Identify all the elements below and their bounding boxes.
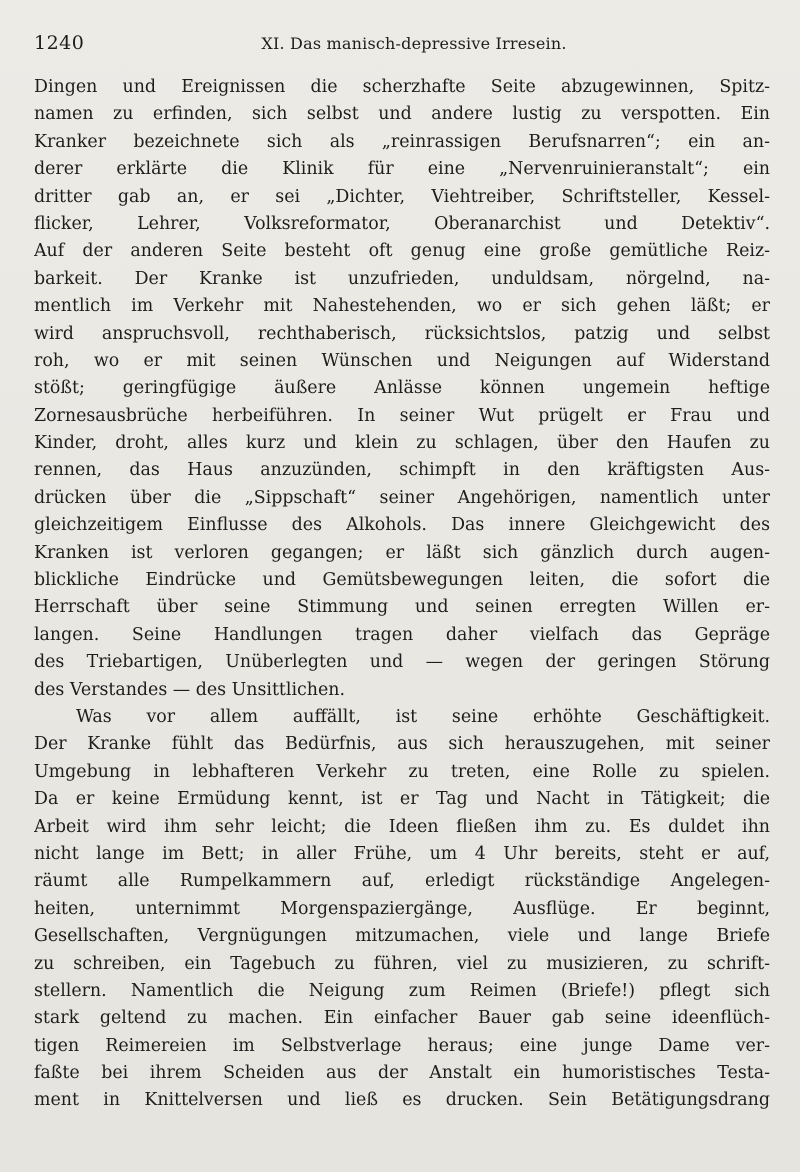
text-line: Der Kranke fühlt das Bedürfnis, aus sich herauszugehen, mit seiner: [34, 734, 770, 755]
text-line: mentlich im Verkehr mit Nahestehenden, wo er sich gehen läßt; er: [34, 296, 770, 317]
text-line: des Verstandes — des Unsittlichen.: [34, 679, 346, 700]
text-line: Arbeit wird ihm sehr leicht; die Ideen fließen ihm zu. Es duldet ihn: [34, 816, 770, 837]
text-line: Umgebung in lebhafteren Verkehr zu treten, eine Rolle zu spielen.: [34, 761, 770, 782]
text-line: langen. Seine Handlungen tragen daher vielfach das Gepräge: [34, 624, 770, 645]
text-line: Zornesausbrüche herbeiführen. In seiner Wut prügelt er Frau und: [34, 405, 770, 426]
text-line: stößt; geringfügige äußere Anlässe können ungemein heftige: [34, 378, 770, 399]
text-line: dritter gab an, er sei „Dichter, Viehtreiber, Schriftsteller, Kessel-: [34, 186, 770, 207]
page-number: 1240: [34, 32, 85, 54]
text-line: rennen, das Haus anzuzünden, schimpft in den kräftigsten Aus-: [34, 460, 770, 481]
text-line: Kinder, droht, alles kurz und klein zu schlagen, über den Haufen zu: [34, 433, 770, 454]
text-line: stellern. Namentlich die Neigung zum Reimen (Briefe!) pflegt sich: [34, 980, 770, 1001]
text-line: flicker, Lehrer, Volksreformator, Oberanarchist und Detektiv“.: [34, 213, 770, 234]
text-line: ment in Knittelversen und ließ es drucken. Sein Betätigungsdrang: [34, 1090, 770, 1111]
text-line: drücken über die „Sippschaft“ seiner Angehörigen, namentlich unter: [34, 487, 770, 508]
text-line: wird anspruchsvoll, rechthaberisch, rücksichtslos, patzig und selbst: [34, 323, 770, 344]
text-line: Kranken ist verloren gegangen; er läßt sich gänzlich durch augen-: [34, 542, 770, 563]
text-line: Da er keine Ermüdung kennt, ist er Tag und Nacht in Tätigkeit; die: [34, 789, 770, 810]
page-header: [34, 32, 770, 62]
text-line: des Triebartigen, Unüberlegten und — wegen der geringen Störung: [34, 652, 770, 673]
text-line: tigen Reimereien im Selbstverlage heraus; eine junge Dame ver-: [34, 1035, 770, 1056]
text-line: gleichzeitigem Einflusse des Alkohols. Das innere Gleichgewicht des: [34, 515, 770, 536]
text-line: Kranker bezeichnete sich als „reinrassigen Berufsnarren“; ein an-: [34, 131, 770, 152]
text-line: Was vor allem auffällt, ist seine erhöhte Geschäftigkeit.: [76, 706, 770, 727]
running-title: XI. Das manisch-depressive Irresein.: [261, 34, 567, 53]
text-line: Herrschaft über seine Stimmung und seinen erregten Willen er-: [34, 597, 770, 618]
text-line: räumt alle Rumpelkammern auf, erledigt rückständige Angelegen-: [34, 871, 770, 892]
text-line: nicht lange im Bett; in aller Frühe, um 4 Uhr bereits, steht er auf,: [34, 843, 770, 864]
text-line: barkeit. Der Kranke ist unzufrieden, unduldsam, nörgelnd, na-: [34, 268, 770, 289]
text-line: blickliche Eindrücke und Gemütsbewegungen leiten, die sofort die: [34, 570, 770, 591]
text-line: heiten, unternimmt Morgenspaziergänge, Ausflüge. Er beginnt,: [34, 898, 770, 919]
text-line: zu schreiben, ein Tagebuch zu führen, viel zu musizieren, zu schrift-: [34, 953, 770, 974]
body-text: [34, 74, 770, 1115]
text-line: roh, wo er mit seinen Wünschen und Neigungen auf Widerstand: [34, 350, 770, 371]
text-line: derer erklärte die Klinik für eine „Nervenruinieranstalt“; ein: [34, 159, 770, 180]
text-line: Dingen und Ereignissen die scherzhafte Seite abzugewinnen, Spitz-: [34, 77, 770, 97]
text-line: namen zu erfinden, sich selbst und andere lustig zu verspotten. Ein: [34, 104, 770, 125]
text-line: stark geltend zu machen. Ein einfacher Bauer gab seine ideenflüch-: [34, 1008, 770, 1029]
text-line: faßte bei ihrem Scheiden aus der Anstalt ein humoristisches Testa-: [34, 1063, 770, 1084]
text-line: Gesellschaften, Vergnügungen mitzumachen, viele und lange Briefe: [34, 926, 770, 947]
text-line: Auf der anderen Seite besteht oft genug eine große gemütliche Reiz-: [34, 241, 770, 262]
